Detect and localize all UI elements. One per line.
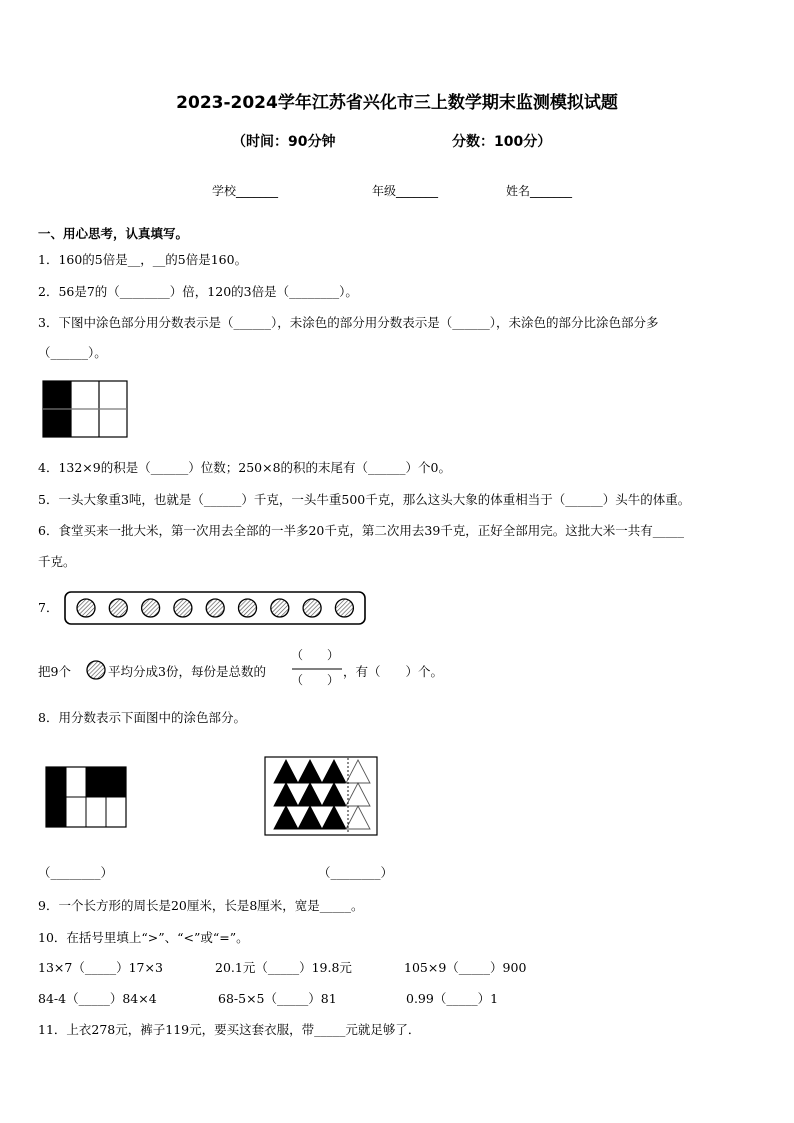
hatched-circle	[142, 599, 160, 617]
q3-grid-figure	[42, 380, 128, 438]
section-title: 一、用心思考，认真填写。	[38, 226, 189, 241]
question-3-line2: （______）。	[38, 345, 107, 360]
q7-fraction-bar	[292, 668, 342, 670]
question-9: 9．一个长方形的周长是20厘米，长是8厘米，宽是_____。	[38, 898, 364, 913]
name-field: 姓名_______	[506, 184, 573, 198]
compare-item: 105×9（_____）900	[404, 960, 527, 975]
compare-item: 0.99（_____）1	[406, 991, 499, 1006]
q8-answer-b: （________）	[318, 865, 394, 880]
question-7-text-b: 平均分成3份，每份是总数的	[108, 664, 266, 679]
hatched-circle	[303, 599, 321, 617]
hatched-circle	[109, 599, 127, 617]
question-8: 8．用分数表示下面图中的涂色部分。	[38, 710, 246, 725]
question-2: 2．56是7的（________）倍，120的3倍是（________）。	[38, 284, 358, 299]
question-7-text-a: 把9个	[38, 664, 71, 679]
compare-item: 20.1元（_____）19.8元	[215, 960, 352, 975]
q8-triangles-figure	[264, 756, 378, 836]
question-3-line1: 3．下图中涂色部分用分数表示是（______），未涂色的部分用分数表示是（______），未涂色的部分比涂色部分多	[38, 315, 659, 330]
hatched-circle	[335, 599, 353, 617]
grade-field: 年级_______	[372, 184, 439, 198]
hatched-circle	[206, 599, 224, 617]
hatched-circle	[77, 599, 95, 617]
question-4: 4．132×9的积是（______）位数；250×8的积的末尾有（______）个0。	[38, 460, 451, 475]
q7-fraction-denominator: （ ）	[291, 673, 340, 687]
exam-score: 分数：100分）	[452, 134, 552, 150]
exam-time: （时间：90分钟	[232, 134, 336, 150]
hatched-circle	[271, 599, 289, 617]
question-7-text-c: ，有（ ）个。	[343, 664, 444, 679]
hatched-circle-icon	[86, 660, 106, 680]
q7-circles-figure	[64, 591, 366, 625]
compare-item: 13×7（_____）17×3	[38, 960, 163, 975]
question-1: 1．160的5倍是__，__的5倍是160。	[38, 252, 248, 267]
hatched-circle	[174, 599, 192, 617]
q8-grid-figure	[45, 766, 127, 828]
question-11: 11．上衣278元，裤子119元，要买这套衣服，带_____元就足够了．	[38, 1022, 421, 1037]
q7-fraction-numerator: （ ）	[291, 648, 340, 662]
question-7-number: 7．	[38, 600, 59, 615]
q8-answer-a: （________）	[38, 865, 114, 880]
question-6-line1: 6．食堂买来一批大米，第一次用去全部的一半多20千克，第二次用去39千克，正好全部用完。这批大米一共有_____	[38, 523, 685, 538]
compare-item: 68-5×5（_____）81	[218, 991, 337, 1006]
question-5: 5．一头大象重3吨，也就是（______）千克，一头牛重500千克，那么这头大象的体重相当于（______）头牛的体重。	[38, 492, 691, 507]
school-field: 学校_______	[212, 184, 279, 198]
compare-item: 84-4（_____）84×4	[38, 991, 157, 1006]
hatched-circle	[239, 599, 257, 617]
page-title: 2023-2024学年江苏省兴化市三上数学期末监测模拟试题	[176, 93, 618, 113]
question-10: 10．在括号里填上“>”、“<”或“=”。	[38, 930, 249, 945]
question-6-line2: 千克。	[38, 554, 76, 569]
